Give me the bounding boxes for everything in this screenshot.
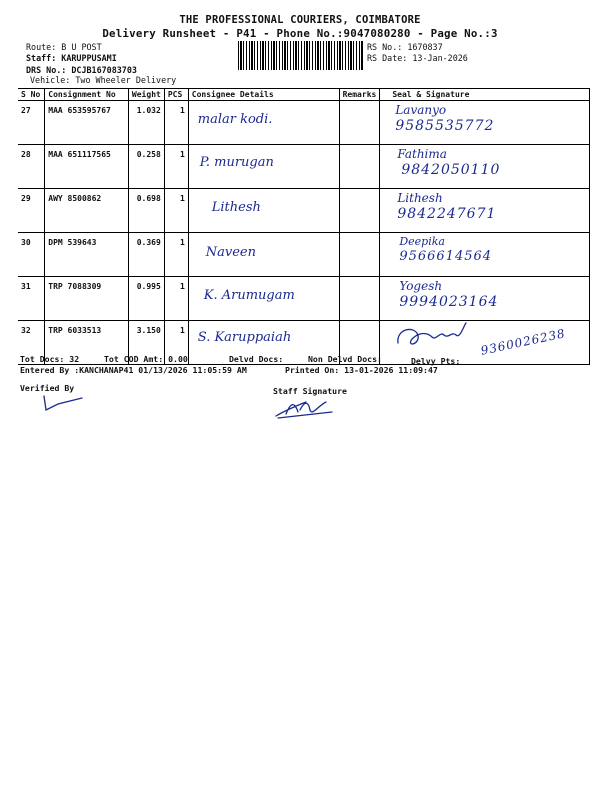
cell-weight: 3.150 <box>128 321 164 365</box>
cell-pcs: 1 <box>164 145 188 189</box>
route-label: Route: B U POST <box>26 42 102 52</box>
cell-consignment: TRP 7088309 <box>45 277 129 321</box>
seal-phone: 9566614564 <box>399 249 493 264</box>
consignee-handwriting: malar kodi. <box>197 112 273 127</box>
cell-consignee <box>188 101 339 145</box>
table-header-row <box>18 89 590 101</box>
col-pcs: PCS <box>164 89 188 101</box>
seal-phone: 9842247671 <box>397 206 497 222</box>
col-sno: S No <box>18 89 45 101</box>
cell-sno: 30 <box>18 233 45 277</box>
seal-phone: 9360026238 <box>479 326 568 358</box>
consignee-handwriting: Lithesh <box>211 200 261 215</box>
cell-consignee <box>188 189 339 233</box>
table-row <box>18 189 590 233</box>
cell-pcs: 1 <box>164 101 188 145</box>
non-delivered-docs: Non Delvd Docs: <box>308 354 382 364</box>
rs-date: RS Date: 13-Jan-2026 <box>367 53 468 63</box>
staff-label: Staff: KARUPPUSAMI <box>26 53 117 63</box>
cell-consignment: TRP 6033513 <box>45 321 129 365</box>
customer-signature-scribble <box>394 321 474 353</box>
cell-consignment: DPM 539643 <box>45 233 129 277</box>
cell-weight: 0.995 <box>128 277 164 321</box>
seal-name: Fathima <box>397 147 447 161</box>
consignee-handwriting: S. Karuppaiah <box>197 330 292 345</box>
delivery-table <box>18 88 590 365</box>
table-row <box>18 233 590 277</box>
total-cod-amount: Tot COD Amt: 0.00 <box>104 354 188 364</box>
seal-phone: 9994023164 <box>399 294 499 310</box>
cell-consignment: AWY 8500862 <box>45 189 129 233</box>
consignee-handwriting: P. murugan <box>199 155 274 170</box>
col-consignee: Consignee Details <box>188 89 339 101</box>
cell-seal <box>380 233 590 277</box>
staff-signature-label: Staff Signature <box>273 386 347 396</box>
cell-pcs: 1 <box>164 277 188 321</box>
staff-signature-scribble <box>272 396 342 422</box>
seal-name: Lithesh <box>397 191 443 205</box>
seal-name: Lavanyo <box>395 103 447 117</box>
cell-remarks <box>339 189 380 233</box>
cell-seal <box>380 189 590 233</box>
cell-sno: 27 <box>18 101 45 145</box>
vehicle-label: Vehicle: Two Wheeler Delivery <box>30 75 177 85</box>
seal-phone: 9585535772 <box>395 118 495 134</box>
cell-remarks <box>339 277 380 321</box>
seal-name: Yogesh <box>399 279 443 293</box>
cell-remarks <box>339 101 380 145</box>
cell-consignment: MAA 651117565 <box>45 145 129 189</box>
col-consignment: Consignment No <box>45 89 129 101</box>
cell-seal <box>380 101 590 145</box>
table-row <box>18 101 590 145</box>
cell-consignee <box>188 145 339 189</box>
cell-weight: 0.258 <box>128 145 164 189</box>
company-title: THE PROFESSIONAL COURIERS, COIMBATORE <box>179 14 421 26</box>
delivery-points: Delvy Pts: <box>411 356 461 366</box>
barcode-image <box>238 41 363 70</box>
verified-by-label: Verified By <box>20 383 75 393</box>
entered-by: Entered By :KANCHANAP41 01/13/2026 11:05:59 AM <box>20 365 247 375</box>
cell-seal <box>380 277 590 321</box>
cell-remarks <box>339 233 380 277</box>
printed-on: Printed On: 13-01-2026 11:09:47 <box>285 365 438 375</box>
consignee-handwriting: Naveen <box>205 245 256 260</box>
cell-sno: 28 <box>18 145 45 189</box>
total-docs: Tot Docs: 32 <box>20 354 80 364</box>
table-row <box>18 277 590 321</box>
cell-consignee <box>188 277 339 321</box>
drs-label: DRS No.: DCJB167083703 <box>26 65 137 75</box>
verifier-signature-scribble <box>42 392 102 414</box>
runsheet-subtitle: Delivery Runsheet - P41 - Phone No.:9047080280 - Page No.:3 <box>102 27 498 40</box>
cell-weight: 0.369 <box>128 233 164 277</box>
cell-pcs: 1 <box>164 189 188 233</box>
cell-pcs: 1 <box>164 233 188 277</box>
cell-seal <box>380 145 590 189</box>
cell-sno: 31 <box>18 277 45 321</box>
cell-consignee <box>188 233 339 277</box>
table-row <box>18 145 590 189</box>
seal-phone: 9842050110 <box>401 162 501 178</box>
cell-weight: 0.698 <box>128 189 164 233</box>
col-remarks: Remarks <box>339 89 380 101</box>
cell-sno: 32 <box>18 321 45 365</box>
col-weight: Weight <box>128 89 164 101</box>
consignee-handwriting: K. Arumugam <box>203 288 295 303</box>
cell-remarks <box>339 145 380 189</box>
cell-weight: 1.032 <box>128 101 164 145</box>
rs-number: RS No.: 1670837 <box>367 42 443 52</box>
seal-name: Deepika <box>399 235 445 248</box>
cell-sno: 29 <box>18 189 45 233</box>
delivered-docs: Delvd Docs: <box>229 354 284 364</box>
cell-pcs: 1 <box>164 321 188 365</box>
col-seal-signature: Seal & Signature <box>380 89 590 101</box>
cell-consignment: MAA 653595767 <box>45 101 129 145</box>
